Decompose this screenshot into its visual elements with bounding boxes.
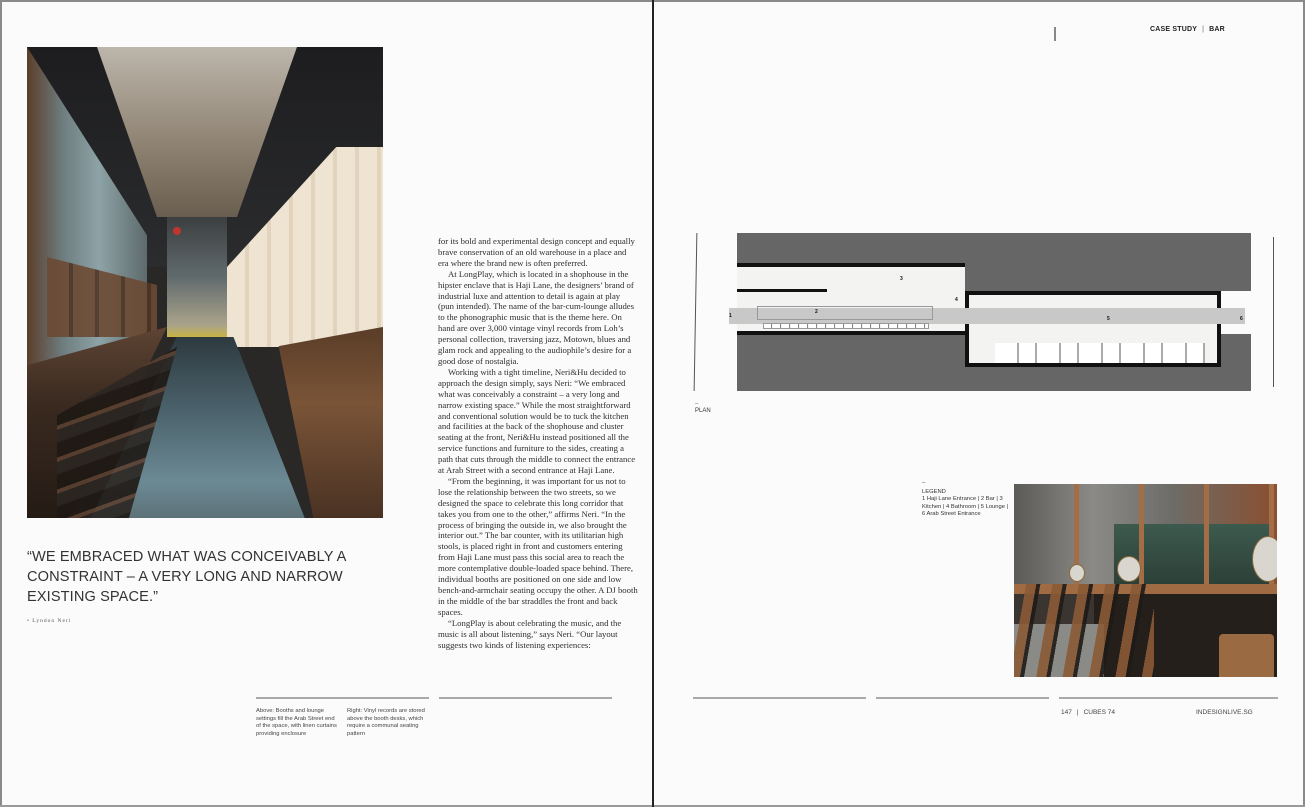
photo-vinyl-booth-desks	[1014, 484, 1277, 677]
floor-plan-drawing	[695, 233, 1277, 391]
legend-dash: –	[922, 480, 926, 486]
legend-title: LEGEND	[922, 489, 946, 495]
website-url: INDESIGNLIVE.SG	[1196, 709, 1253, 716]
plan-neighbour-mass	[965, 263, 1251, 291]
plan-neighbour-mass	[737, 233, 1251, 263]
header-section: CASE STUDY	[1150, 26, 1198, 33]
photo-corridor-end	[167, 217, 227, 337]
body-paragraph: “From the beginning, it was important for us not to lose the relationship between the two streets, so we designed the space to celebrate this long corridor that takes you from one to the other,” affirms Neri. “In the process of bringing the outside in, we also brought the interior out.” The bar counter, with its utilitarian high stools, is placed right in front and customers entering from Haji Lane must pass this social area to reach the more contemplative double-loaded space behind. There, individual booths are positioned on one side and low bench-and-armchair seating occupy the other. A DJ booth in the middle of the bar straddles the front and back spaces.	[438, 475, 638, 617]
photo-round-mirror	[1252, 536, 1277, 582]
footer-rule	[1059, 697, 1278, 699]
caption-right: Right: Vinyl records are stored above the booth desks, which require a communal seating pattern	[347, 708, 425, 737]
photo-fire-alarm	[173, 227, 181, 235]
plan-label: PLAN	[695, 408, 711, 414]
plan-street-line	[694, 233, 698, 391]
plan-booths	[995, 343, 1205, 363]
page-folio	[1061, 709, 1115, 716]
photo-round-mirror	[1117, 556, 1141, 582]
plan-number: 6	[1240, 316, 1243, 322]
plan-street-line	[1273, 237, 1274, 387]
legend-text: 1 Haji Lane Entrance | 2 Bar | 3 Kitchen | 4 Bathroom | 5 Lounge | 6 Arab Street Entrance	[922, 496, 1009, 517]
plan-legend	[922, 489, 1012, 518]
plan-number: 3	[900, 276, 903, 282]
plan-number: 4	[955, 297, 958, 303]
page-number: 147	[1061, 709, 1072, 716]
plan-kitchen-wall	[737, 289, 827, 292]
header-tick	[1054, 27, 1056, 41]
photo-round-mirror	[1069, 564, 1085, 582]
body-paragraph: At LongPlay, which is located in a shophouse in the hipster enclave that is Haji Lane, the designers’ brand of industrial luxe and attention to detail is again at play (pun intended). The name of the bar-cum-lounge alludes to the phonographic music that is the theme here. On hand are over 3,000 vintage vinyl records from Loh’s personal collection, traversing jazz, Motown, blues and glam rock and appealing to the audiophile’s desire for a good dose of nostalgia.	[438, 268, 635, 366]
header-separator: |	[1202, 26, 1205, 33]
body-paragraph: Working with a tight timeline, Neri&Hu decided to approach the design simply, says Neri: “We embraced what was conceivably a constraint – a very long and narrow existing space.” While the most straightforward and conventional solution would be to tuck the kitchen and facilities at the back of the shophouse and cluster seating at the front, Neri&Hu instead positioned all the service functions and furniture to the sides, creating a path that cuts through the middle to connect the entrance at Arab Street with a second entrance at Haji Lane.	[438, 366, 636, 476]
plan-label-dash: –	[695, 401, 699, 407]
body-paragraph: for its bold and experimental design concept and equally brave conservation of an old warehouse in a place and era where the brand new is often preferred.	[438, 236, 635, 268]
hero-photo-bar-corridor	[27, 47, 383, 518]
footer-rule	[693, 697, 866, 699]
footer-rule	[876, 697, 1049, 699]
photo-stools	[1014, 584, 1154, 677]
plan-wall	[737, 263, 965, 267]
photo-stool-foreground	[1219, 634, 1274, 677]
plan-stools	[763, 323, 929, 329]
plan-number: 5	[1107, 316, 1110, 322]
pull-quote: “WE EMBRACED WHAT WAS CONCEIVABLY A CONSTRAINT – A VERY LONG AND NARROW EXISTING SPACE.”	[27, 549, 346, 605]
issue-name: CUBES 74	[1083, 709, 1115, 716]
plan-number: 2	[815, 309, 818, 315]
spread-spine-divider	[652, 0, 654, 807]
folio-separator: |	[1076, 709, 1079, 716]
plan-number: 1	[729, 313, 732, 319]
plan-wall	[737, 331, 965, 335]
running-header	[1150, 26, 1225, 33]
body-paragraph: “LongPlay is about celebrating the music, and the music is all about listening,” says Neri. “Our layout suggests two kinds of listening experiences:	[438, 617, 622, 650]
page-edge-left	[0, 0, 2, 807]
article-body-column	[438, 236, 638, 650]
caption-rule	[256, 697, 429, 699]
header-category: BAR	[1209, 26, 1225, 33]
quote-attribution: • Lyndon Neri	[27, 618, 72, 624]
caption-rule	[439, 697, 612, 699]
caption-above: Above: Booths and lounge settings fill the Arab Street end of the space, with linen curtains providing enclosure	[256, 708, 337, 737]
photo-shelf-dividers	[1014, 484, 1277, 594]
plan-bar-counter	[757, 306, 933, 320]
